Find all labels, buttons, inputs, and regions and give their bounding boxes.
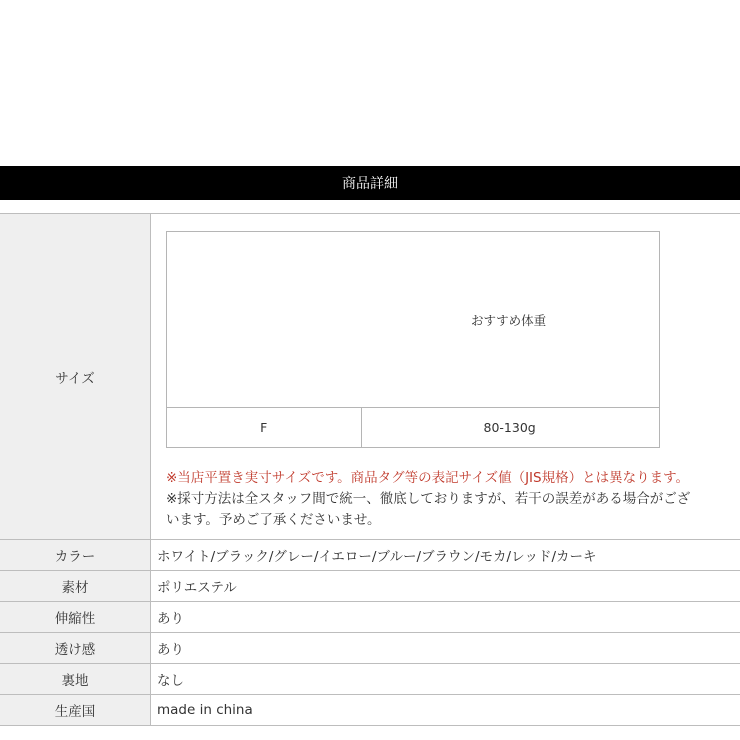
- size-chart-header: [167, 232, 660, 408]
- spec-row-origin: [0, 695, 740, 726]
- size-chart-row: [167, 408, 660, 448]
- spec-value-size: [151, 214, 740, 540]
- spec-value-lining: なし: [151, 664, 740, 695]
- size-chart-cell-weight: 80-130g: [361, 408, 660, 448]
- spec-row-size: [0, 214, 740, 540]
- spec-label-stretch: 伸縮性: [0, 602, 151, 633]
- size-detail: [151, 214, 740, 539]
- size-chart-cell-size: F: [167, 408, 362, 448]
- spec-label-material: 素材: [0, 571, 151, 602]
- spec-label-origin: 生産国: [0, 695, 151, 726]
- spec-value-color: ホワイト/ブラック/グレー/イエロー/ブルー/ブラウン/モカ/レッド/カーキ: [151, 540, 740, 571]
- spec-label-sheerness: 透け感: [0, 633, 151, 664]
- spec-value-stretch: あり: [151, 602, 740, 633]
- size-chart-header-weight: おすすめ体重: [361, 232, 660, 408]
- size-chart: [166, 231, 660, 448]
- size-chart-header-size: [167, 232, 362, 408]
- spec-value-sheerness: あり: [151, 633, 740, 664]
- section-title: 商品詳細: [342, 176, 398, 192]
- spec-row-lining: [0, 664, 740, 695]
- section-header: [0, 166, 740, 200]
- spec-row-sheerness: [0, 633, 740, 664]
- spec-value-material: ポリエステル: [151, 571, 740, 602]
- size-note-warning: ※当店平置き実寸サイズです。商品タグ等の表記サイズ値（JIS規格）とは異なります。: [166, 470, 690, 486]
- size-note-method-line2: います。予めご了承くださいませ。: [166, 512, 381, 528]
- spec-row-color: [0, 540, 740, 571]
- spec-label-lining: 裏地: [0, 664, 151, 695]
- spec-label-size: サイズ: [0, 214, 151, 540]
- product-spec-table: [0, 213, 740, 726]
- spec-label-color: カラー: [0, 540, 151, 571]
- spec-row-stretch: [0, 602, 740, 633]
- size-note-method-line1: ※採寸方法は全スタッフ間で統一、徹底しておりますが、若干の誤差がある場合がござ: [166, 491, 691, 507]
- spec-row-material: [0, 571, 740, 602]
- spec-value-origin: made in china: [151, 695, 740, 726]
